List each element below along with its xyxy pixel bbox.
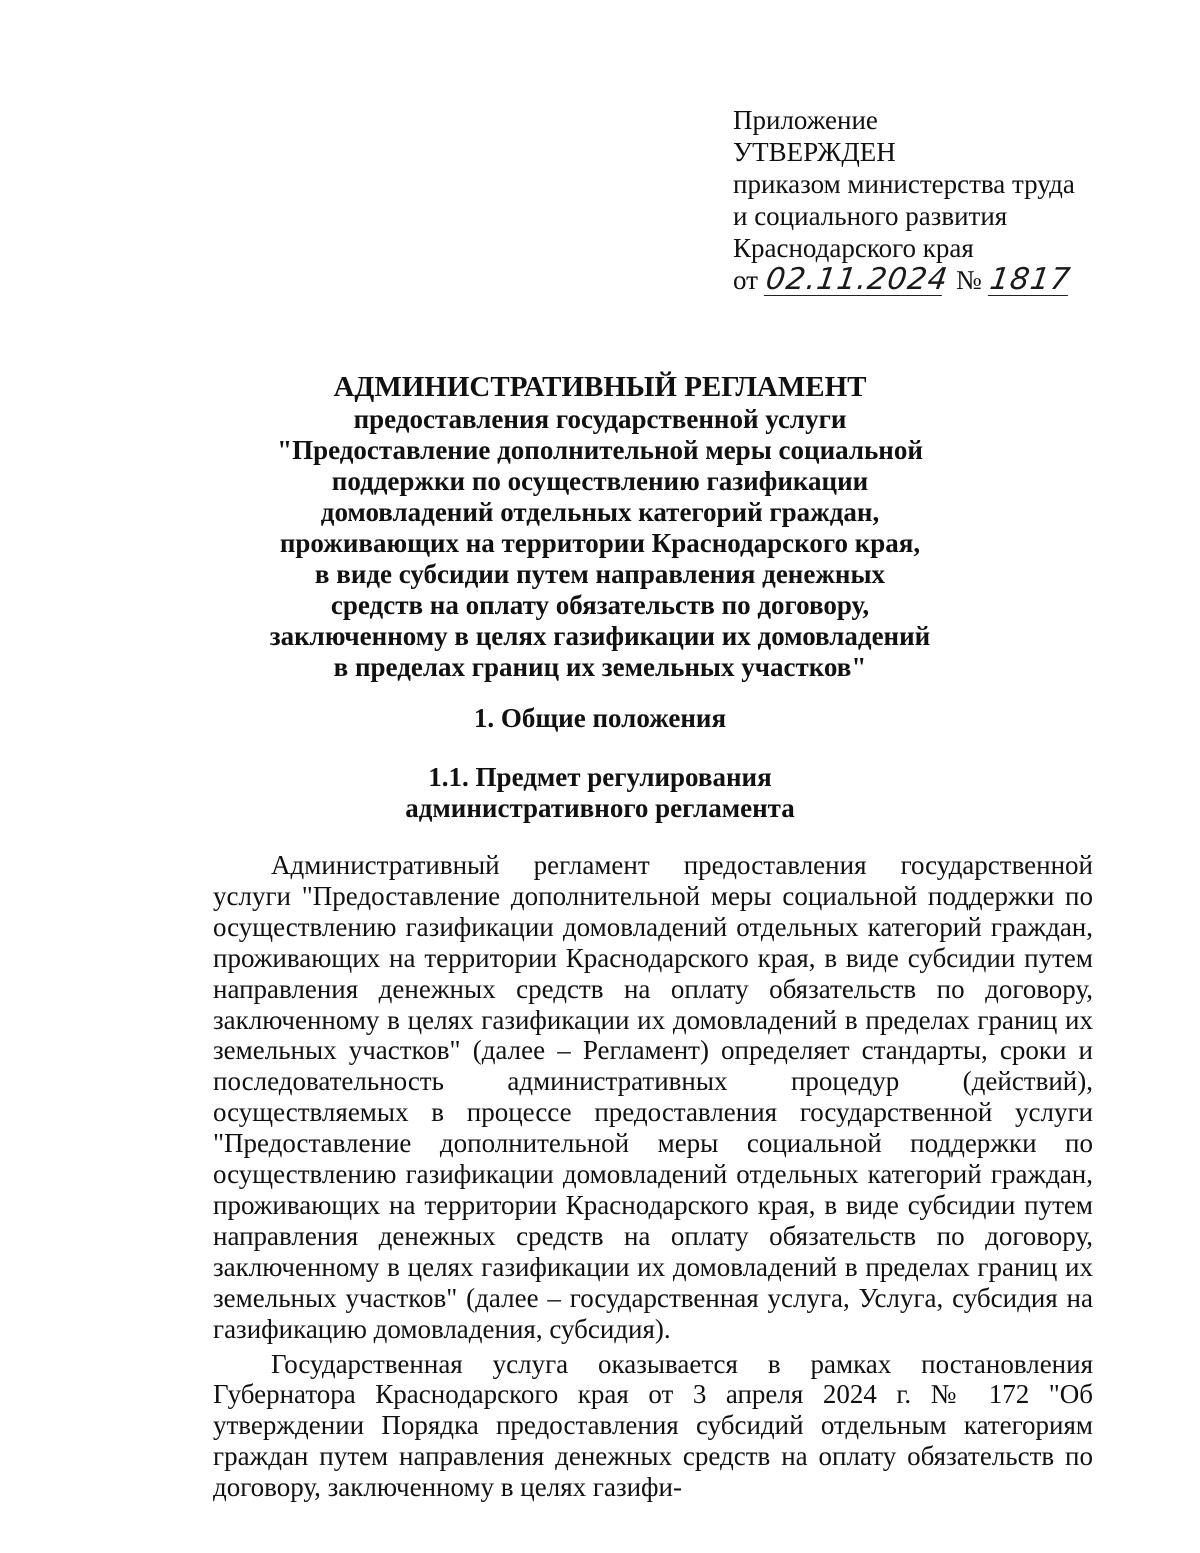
title-line-2: "Предоставление дополнительной меры социальной [277, 435, 923, 465]
number-prefix: № [955, 265, 982, 295]
title-line-3: поддержки по осуществлению газификации [331, 466, 869, 496]
order-date-line [733, 264, 1133, 296]
paragraph: Государственная услуга оказывается в рамках постановления Губернатора Краснодарского края от 3 апреля 2024 г. № 172 "Об утверждении Порядка предоставления субсидий отдельным категориям граждан путем направления денежных средств на оплату обязательств по договору, заключенному в целях газифи- [213, 1348, 1093, 1503]
appendix-label: Приложение [733, 105, 878, 135]
approval-line-1: приказом министерства труда [733, 169, 1075, 199]
title-line-8: заключенному в целях газификации их домовладений [269, 621, 931, 651]
title-line-9: в пределах границ их земельных участков" [333, 652, 867, 682]
approval-line-3: Краснодарского края [733, 233, 974, 263]
handwritten-number: 1817 [987, 262, 1073, 297]
title-line-5: проживающих на территории Краснодарского края, [279, 528, 921, 558]
document-title: АДМИНИСТРАТИВНЫЙ РЕГЛАМЕНТ [333, 371, 867, 403]
title-line-1: предоставления государственной услуги [353, 404, 847, 434]
section-heading: 1. Общие положения [473, 703, 727, 733]
subsection-heading-line-1: 1.1. Предмет регулирования [428, 762, 772, 792]
body-text [213, 850, 1093, 1507]
handwritten-date: 02.11.2024 [763, 262, 951, 297]
paragraph: Административный регламент предоставления государственной услуги "Предоставление дополнительной меры социальной поддержки по осуществлению газификации домовладений отдельных категорий граждан, проживающих на территории Краснодарского края, в виде субсидии путем направления денежных средств на оплату обязательств по договору, заключенному в целях газификации их домовладений в пределах границ их земельных участков" (далее – Регламент) определяет стандарты, сроки и последовательность административных процедур (действий), осуществляемых в процессе предоставления государственной услуги "Предоставление дополнительной меры социальной поддержки по осуществлению газификации домовладений отдельных категорий граждан, проживающих на территории Краснодарского края, в виде субсидии путем направления денежных средств на оплату обязательств по договору, заключенному в целях газификации их домовладений в пределах границ их земельных участков" (далее – государственная услуга, Услуга, субсидия на газификацию домовладения, субсидия). [213, 850, 1093, 1344]
document-title-block [150, 371, 1050, 683]
subsection-heading-line-2: административного регламента [405, 793, 795, 823]
date-prefix: от [733, 265, 758, 295]
approval-line-2: и социального развития [733, 201, 1008, 231]
approval-block [733, 104, 1133, 296]
subsection-heading [150, 762, 1050, 824]
title-line-4: домовладений отдельных категорий граждан, [320, 497, 880, 527]
title-line-7: средств на оплату обязательств по договору, [330, 590, 870, 620]
approved-label: УТВЕРЖДЕН [733, 137, 896, 167]
title-line-6: в виде субсидии путем направления денежных [314, 559, 886, 589]
